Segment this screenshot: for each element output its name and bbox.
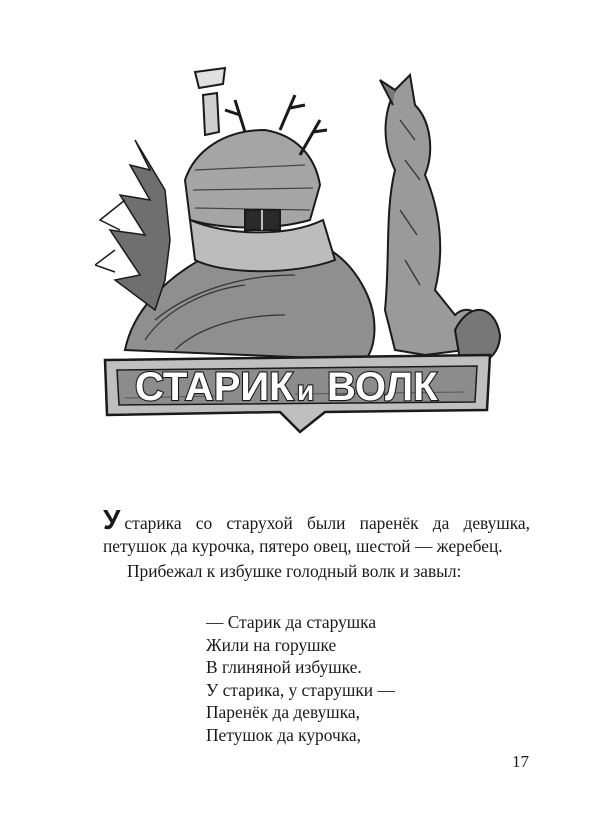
poem: [206, 611, 395, 747]
story-text: [103, 504, 530, 583]
paragraph-1-text: старика со старухой были паренёк да девушка, петушок да курочка, пятеро овец, шестой — жеребец.: [103, 513, 530, 556]
title-illustration: [95, 60, 515, 450]
poem-line: В глиняной избушке.: [206, 657, 362, 678]
drop-cap: У: [103, 504, 121, 535]
title-word-2: и: [297, 375, 315, 406]
poem-line: — Старик да старушка: [206, 612, 377, 632]
poem-line: Петушок да курочка,: [206, 724, 361, 745]
title-word-3: ВОЛК: [327, 365, 438, 409]
title-word-1: СТАРИК: [135, 365, 294, 409]
house-and-wolf-drawing: [95, 60, 515, 450]
poem-line: Паренёк да девушка,: [206, 702, 360, 723]
poem-line: У старика, у старушки —: [206, 679, 395, 700]
poem-line: Жили на горушке: [206, 634, 337, 655]
paragraph-1: [103, 504, 530, 558]
paragraph-2: Прибежал к избушке голодный волк и завыл:: [127, 561, 462, 581]
page-number: 17: [512, 752, 529, 771]
